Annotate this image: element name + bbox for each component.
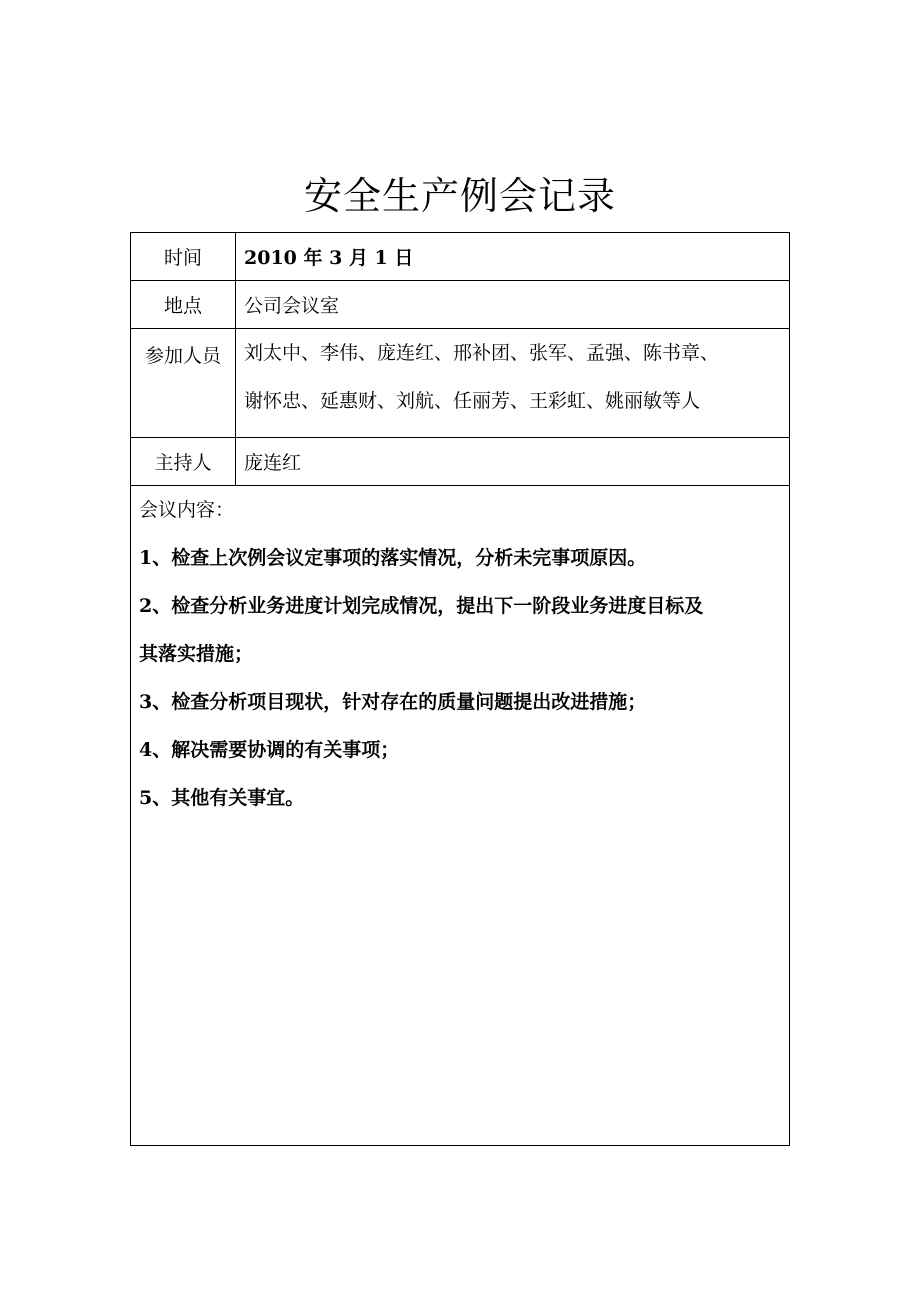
- content-item: 4、解决需要协调的有关事项；: [139, 739, 400, 761]
- attendees-value: [236, 329, 790, 438]
- attendees-line: 谢怀忠、延惠财、刘航、任丽芳、王彩虹、姚丽敏等人: [244, 390, 701, 412]
- attendees-line: 刘太中、李伟、庞连红、邢补团、张军、孟强、陈书章、: [244, 342, 720, 364]
- time-label: 时间: [131, 233, 236, 281]
- time-value: 2010 年 3 月 1 日: [236, 233, 790, 281]
- host-row: [131, 438, 790, 486]
- content-item: 2、检查分析业务进度计划完成情况，提出下一阶段业务进度目标及: [139, 595, 704, 617]
- host-label: 主持人: [131, 438, 236, 486]
- attendees-row: [131, 329, 790, 438]
- content-item: 其落实措施；: [139, 643, 254, 665]
- host-value: 庞连红: [236, 438, 790, 486]
- location-row: [131, 281, 790, 329]
- content-item: 3、检查分析项目现状，针对存在的质量问题提出改进措施；: [139, 691, 647, 713]
- page-title: 安全生产例会记录: [303, 174, 616, 218]
- location-value: 公司会议室: [236, 281, 790, 329]
- content-item: 5、其他有关事宜。: [139, 787, 305, 809]
- content-row: [131, 486, 790, 1146]
- meeting-content: [131, 486, 790, 1146]
- location-label: 地点: [131, 281, 236, 329]
- attendees-label: 参加人员: [131, 329, 236, 438]
- time-row: [131, 233, 790, 281]
- meeting-record-table: [130, 232, 790, 1146]
- content-heading: 会议内容：: [139, 499, 235, 521]
- content-item: 1、检查上次例会议定事项的落实情况，分析未完事项原因。: [139, 547, 647, 569]
